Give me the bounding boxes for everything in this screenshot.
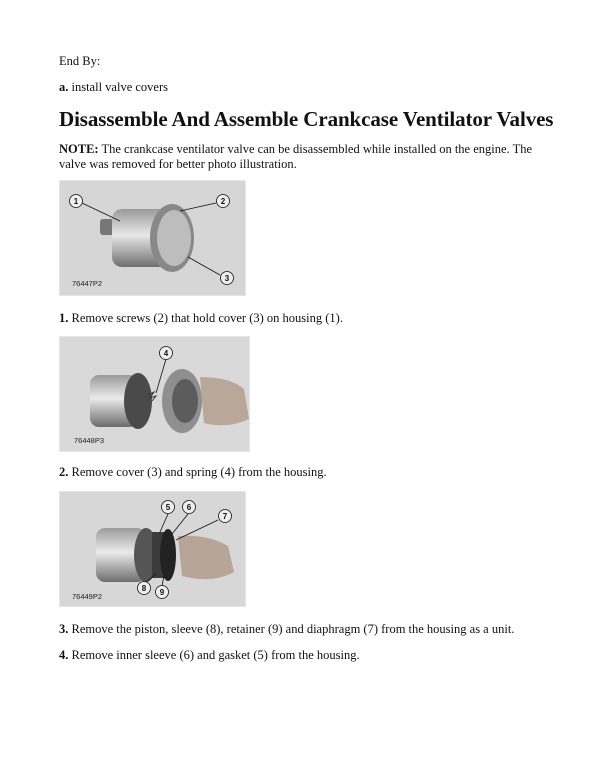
step-3-text: Remove the piston, sleeve (8), retainer (9) and diaphragm (7) from the housing as a unit. <box>68 622 515 636</box>
callout-4-label: 4 <box>163 349 169 358</box>
valve-outlet-nipple <box>100 219 114 235</box>
figure-3-caption: 76449P2 <box>72 592 103 601</box>
step-4-text: Remove inner sleeve (6) and gasket (5) from the housing. <box>68 648 360 662</box>
valve-cover <box>157 210 191 266</box>
step-3-number: 3. <box>59 622 69 636</box>
figure-2-illustration <box>60 337 249 451</box>
figure-2-photo <box>59 336 250 452</box>
diaphragm <box>160 529 176 581</box>
callout-3-label: 3 <box>224 274 230 283</box>
step-1-text: Remove screws (2) that hold cover (3) on housing (1). <box>68 311 343 325</box>
end-by-step-a <box>59 80 168 95</box>
note-label: NOTE: <box>59 142 99 156</box>
step-1-number: 1. <box>59 311 69 325</box>
callout-2-label: 2 <box>220 197 226 206</box>
step-4 <box>59 648 360 663</box>
figure-3-photo <box>59 491 246 607</box>
figure-2-caption: 76448P3 <box>74 436 105 445</box>
step-4-number: 4. <box>59 648 69 662</box>
step-3 <box>59 622 514 637</box>
step-2-number: 2. <box>59 465 69 479</box>
figure-1-caption: 76447P2 <box>72 279 103 288</box>
step-2-text: Remove cover (3) and spring (4) from the housing. <box>68 465 327 479</box>
callout-7-label: 7 <box>222 512 228 521</box>
end-by-label: End By: <box>59 54 101 68</box>
housing-opening <box>124 373 152 429</box>
callout-6-label: 6 <box>186 503 192 512</box>
page-title: Disassemble And Assemble Crankcase Ventilator Valves <box>59 107 554 131</box>
callout-9-label: 9 <box>159 588 165 597</box>
note-text: The crankcase ventilator valve can be disassembled while installed on the engine. The valve was removed for better photo illustration. <box>59 142 533 171</box>
step-2 <box>59 465 327 480</box>
step-1 <box>59 311 343 326</box>
step-a-marker: a. <box>59 80 69 94</box>
callout-5-label: 5 <box>165 503 171 512</box>
callout-8-label: 8 <box>141 584 147 593</box>
figure-3-illustration <box>60 492 245 606</box>
note-paragraph <box>59 142 549 172</box>
step-a-text: install valve covers <box>68 80 168 94</box>
figure-1-illustration <box>60 181 245 295</box>
callout-1-label: 1 <box>73 197 79 206</box>
figure-1-photo <box>59 180 246 296</box>
